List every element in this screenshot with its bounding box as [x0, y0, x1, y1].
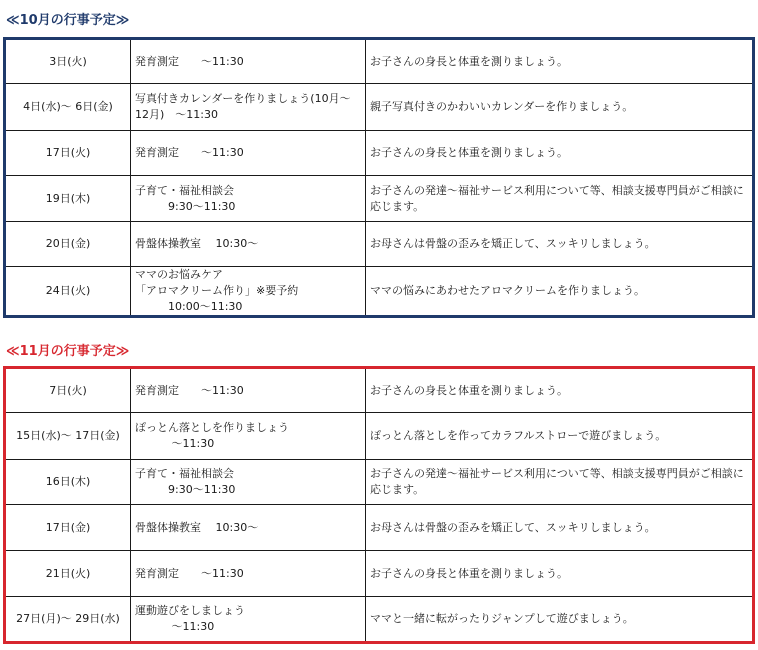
event-description: お子さんの身長と体重を測りましょう。 — [366, 368, 754, 413]
table-row — [5, 84, 754, 131]
event-name: ママのお悩みケア 「アロマクリーム作り」※要予約 10:00～11:30 — [131, 267, 366, 317]
event-date: 15日(水)～ 17日(金) — [5, 413, 131, 460]
event-name: 発育測定 ～11:30 — [131, 551, 366, 597]
event-description: お子さんの身長と体重を測りましょう。 — [366, 131, 754, 176]
event-description: お母さんは骨盤の歪みを矯正して、スッキリしましょう。 — [366, 222, 754, 267]
event-description: 親子写真付きのかわいいカレンダーを作りましょう。 — [366, 84, 754, 131]
november-section-title: ≪11月の行事予定≫ — [6, 344, 130, 359]
table-row — [5, 460, 754, 505]
october-schedule-table — [3, 37, 755, 318]
event-name: 発育測定 ～11:30 — [131, 131, 366, 176]
november-schedule-table — [3, 366, 755, 644]
table-row — [5, 267, 754, 317]
event-date: 20日(金) — [5, 222, 131, 267]
event-description: ぽっとん落としを作ってカラフルストローで遊びましょう。 — [366, 413, 754, 460]
table-row — [5, 39, 754, 84]
event-description: お子さんの発達～福祉サービス利用について等、相談支援専門員がご相談に応じます。 — [366, 176, 754, 222]
event-description: お母さんは骨盤の歪みを矯正して、スッキリしましょう。 — [366, 505, 754, 551]
event-description: ママの悩みにあわせたアロマクリームを作りましょう。 — [366, 267, 754, 317]
event-date: 16日(木) — [5, 460, 131, 505]
event-name: 写真付きカレンダーを作りましょう(10月～12月) ～11:30 — [131, 84, 366, 131]
event-date: 21日(火) — [5, 551, 131, 597]
table-row — [5, 368, 754, 413]
event-name: 運動遊びをしましょう ～11:30 — [131, 597, 366, 643]
event-description: お子さんの身長と体重を測りましょう。 — [366, 39, 754, 84]
event-date: 27日(月)～ 29日(水) — [5, 597, 131, 643]
table-row — [5, 505, 754, 551]
event-description: ママと一緒に転がったりジャンプして遊びましょう。 — [366, 597, 754, 643]
event-name: 子育て・福祉相談会 9:30～11:30 — [131, 460, 366, 505]
event-date: 17日(金) — [5, 505, 131, 551]
table-row — [5, 551, 754, 597]
event-date: 19日(木) — [5, 176, 131, 222]
table-row — [5, 597, 754, 643]
event-name: 骨盤体操教室 10:30～ — [131, 222, 366, 267]
event-date: 7日(火) — [5, 368, 131, 413]
table-row — [5, 131, 754, 176]
event-date: 4日(水)～ 6日(金) — [5, 84, 131, 131]
october-section-title: ≪10月の行事予定≫ — [6, 13, 130, 28]
event-description: お子さんの発達～福祉サービス利用について等、相談支援専門員がご相談に応じます。 — [366, 460, 754, 505]
table-row — [5, 413, 754, 460]
event-name: 発育測定 ～11:30 — [131, 39, 366, 84]
table-row — [5, 222, 754, 267]
table-row — [5, 176, 754, 222]
event-name: 子育て・福祉相談会 9:30～11:30 — [131, 176, 366, 222]
event-description: お子さんの身長と体重を測りましょう。 — [366, 551, 754, 597]
event-date: 24日(火) — [5, 267, 131, 317]
event-name: 発育測定 ～11:30 — [131, 368, 366, 413]
event-name: 骨盤体操教室 10:30～ — [131, 505, 366, 551]
event-name: ぽっとん落としを作りましょう ～11:30 — [131, 413, 366, 460]
event-date: 17日(火) — [5, 131, 131, 176]
event-date: 3日(火) — [5, 39, 131, 84]
